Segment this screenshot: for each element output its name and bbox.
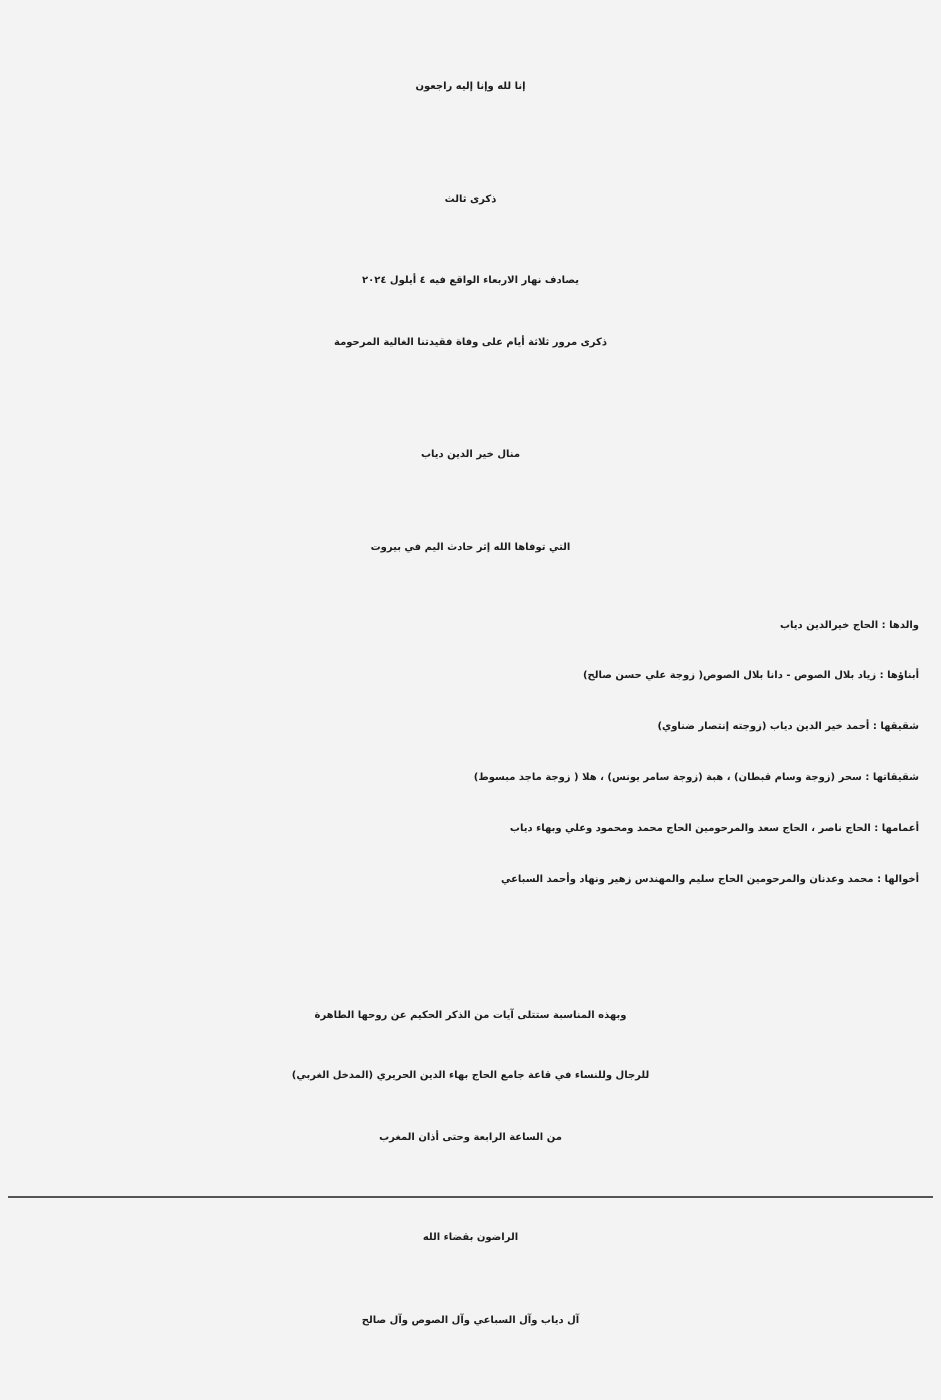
occasion-line-3: من الساعة الرابعة وحتى أذان المغرب	[379, 1132, 562, 1143]
cause-line: التي توفاها الله إثر حادث اليم في بيروت	[370, 542, 571, 553]
family-paternal-uncles: أعمامها : الحاج ناصر ، الحاج سعد والمرحومين الحاج محمد ومحمود وعلي وبهاء دياب	[509, 823, 919, 834]
intro-line: ذكرى مرور ثلاثة أيام على وفاة فقيدتنا الغالية المرحومة	[334, 337, 607, 348]
quran-verse: إنا لله وإنا إليه راجعون	[415, 81, 526, 92]
occasion-line-2: للرجال وللنساء في قاعة جامع الحاج بهاء الدين الحريري (المدخل الغربي)	[291, 1070, 650, 1081]
families-line: آل دياب وآل السباعي وآل الصوص وآل صالح	[361, 1315, 580, 1326]
acceptance-line: الراضون بقضاء الله	[422, 1232, 519, 1243]
family-sisters: شقيقاتها : سحر (زوجة وسام قبطان) ، هبة (زوجة سامر يونس) ، هلا ( زوجة ماجد مبسوط)	[473, 772, 919, 783]
divider	[8, 1196, 933, 1198]
occasion-line-1: وبهذه المناسبة ستتلى آيات من الذكر الحكيم عن روحها الطاهرة	[314, 1010, 627, 1021]
family-maternal-uncles: أخوالها : محمد وعدنان والمرحومين الحاج سليم والمهندس زهير ونهاد وأحمد السباعي	[500, 874, 919, 885]
deceased-name: منال خير الدين دياب	[420, 449, 521, 460]
date-line: يصادف نهار الاربعاء الواقع فيه ٤ أيلول ٢٠٢٤	[362, 275, 579, 286]
family-brother: شقيقها : أحمد خير الدين دياب (زوجته إنتصار ضناوي)	[657, 721, 919, 732]
family-sons: أبناؤها : زياد بلال الصوص - دانا بلال الصوص( زوجة علي حسن صالح)	[582, 670, 919, 681]
notice-title: ذكرى ثالث	[444, 194, 497, 205]
family-father: والدها : الحاج خيرالدين دياب	[779, 620, 919, 631]
